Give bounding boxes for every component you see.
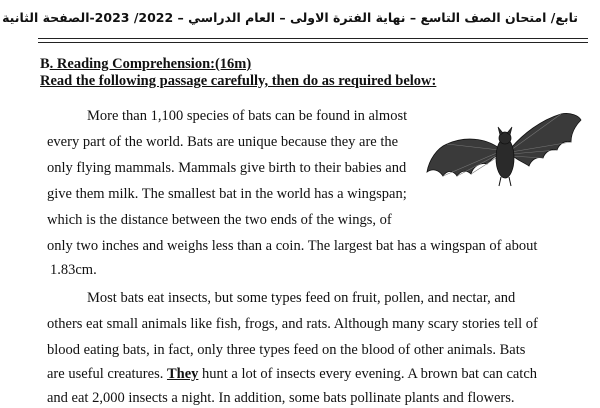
passage-line: give them milk. The smallest bat in the world has a wingspan; (47, 186, 407, 202)
section-heading: . Reading Comprehension:(16m) (49, 56, 252, 72)
section-title (40, 56, 251, 73)
underlined-word: They (166, 366, 199, 382)
passage-line: More than 1,100 species of bats can be found in almost (87, 108, 408, 124)
section-letter: B (40, 56, 50, 72)
header-rule-bottom (38, 42, 588, 43)
passage-line: blood eating bats, in fact, only three types feed on the blood of other animals. Bats (47, 342, 526, 358)
passage-text: hunt a lot of insects every evening. A brown bat can catch (202, 366, 538, 382)
instruction-text: Read the following passage carefully, then do as required below: (40, 73, 437, 89)
header-rule-top (38, 38, 588, 39)
passage-line: only flying mammals. Mammals give birth to their babies and (47, 160, 407, 176)
page-header: تابع/ امتحان الصف التاسع – نهاية الفترة الاولى – العام الدراسي – 2022/ 2023-الصفحة الثانية (2, 10, 578, 25)
passage-line: every part of the world. Bats are unique because they are the (47, 134, 399, 150)
passage-line: and eat 2,000 insects a night. In addition, some bats pollinate plants and flowers. (47, 390, 515, 406)
passage-line: Most bats eat insects, but some types feed on fruit, pollen, and nectar, and (87, 290, 516, 306)
passage-line: only two inches and weighs less than a coin. The largest bat has a wingspan of about (47, 238, 538, 254)
passage-line: others eat small animals like fish, frogs, and rats. Although many scary stories tell of (47, 316, 538, 332)
passage-text: are useful creatures. (47, 366, 164, 382)
passage-line: which is the distance between the two ends of the wings, of (47, 212, 392, 228)
passage-line: 1.83cm. (50, 262, 97, 278)
bat-illustration (425, 108, 585, 208)
passage-line (47, 366, 537, 383)
